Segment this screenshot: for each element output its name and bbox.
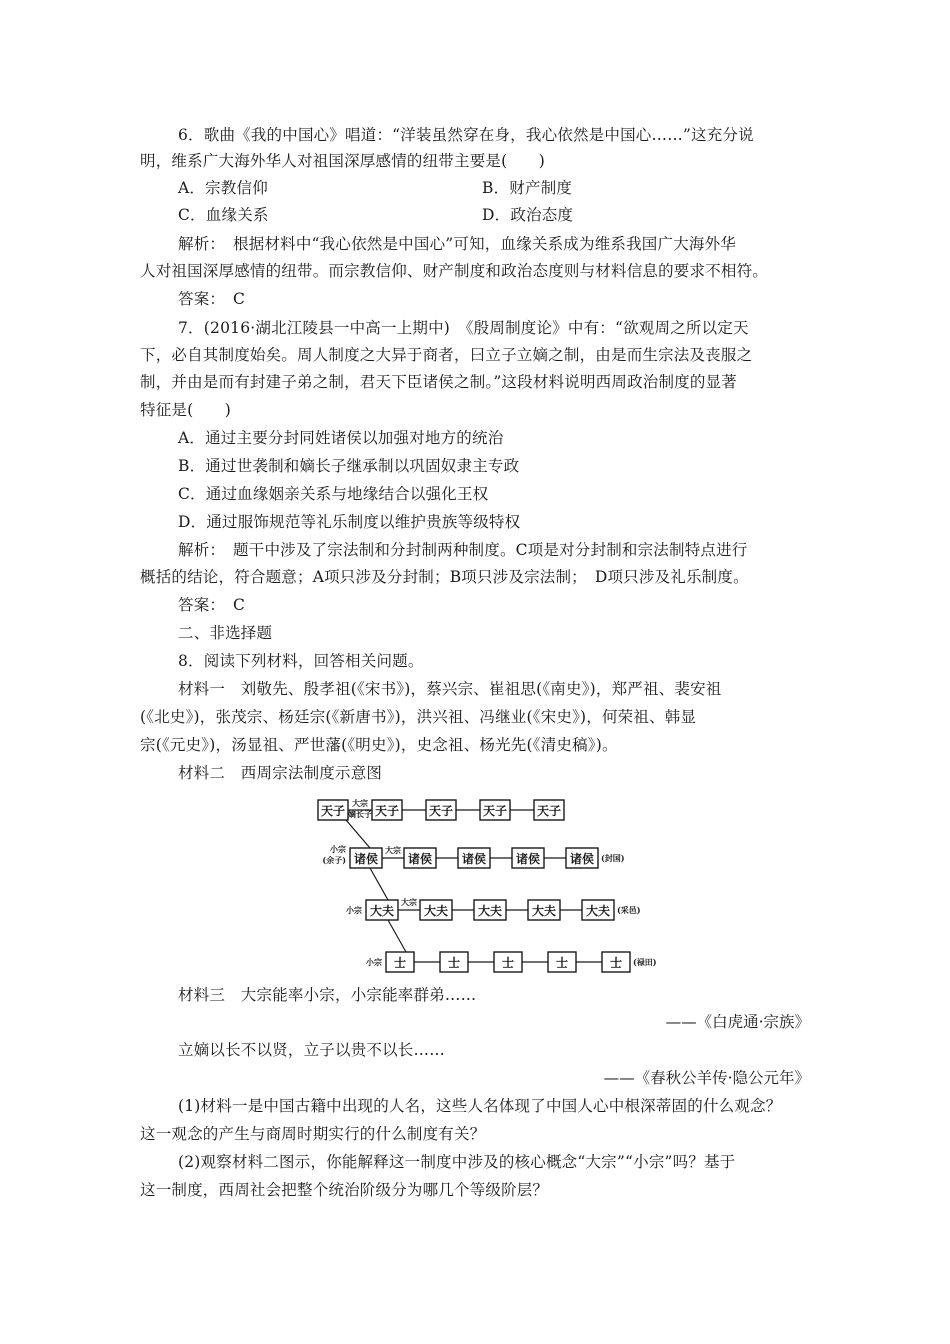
diagram-node-label: 天子 — [374, 804, 400, 818]
q6-analysis-line1: 解析： 根据材料中“我心依然是中国心”可知，血缘关系成为维系我国广大海外华 — [178, 235, 737, 253]
diagram-node-label: 天子 — [320, 804, 346, 818]
diagram-label-right: (禄田) — [633, 957, 657, 967]
diagram-label-dazong: 大宗 — [352, 798, 368, 808]
diagram-label-right: (采邑) — [617, 905, 641, 915]
q6-option-d: D．政治态度 — [482, 206, 574, 224]
q6-stem-line2: 明，维系广大海外华人对祖国深厚感情的纽带主要是( ) — [140, 152, 545, 170]
q7-option-d: D．通过服饰规范等礼乐制度以维护贵族等级特权 — [178, 513, 521, 531]
q6-answer: 答案： C — [178, 290, 246, 308]
diagram-node-label: 士 — [609, 956, 623, 970]
q8-stem: 8．阅读下列材料，回答相关问题。 — [178, 652, 424, 670]
diagram-node-label: 士 — [447, 956, 461, 970]
diagram-node-label: 天子 — [536, 804, 562, 818]
diagram-node-label: 士 — [501, 956, 515, 970]
diagram-label-xiaozong: 小宗 — [366, 957, 382, 967]
diagram-node-label: 大夫 — [585, 904, 611, 918]
q7-stem-line1: 7．(2016·湖北江陵县一中高一上期中) 《殷周制度论》中有：“欲观周之所以定天 — [178, 319, 749, 337]
diagram-node-label: 大夫 — [369, 904, 395, 918]
q7-analysis-line1: 解析： 题干中涉及了宗法制和分封制两种制度。C项是对分封制和宗法制特点进行 — [178, 541, 748, 559]
diagram-label-dazong: 大宗 — [401, 897, 417, 907]
diagram-label-dazong: 大宗 — [385, 845, 401, 855]
q8-sub1-line2: 这一观念的产生与商周时期实行的什么制度有关？ — [140, 1125, 486, 1143]
zongfa-diagram-svg — [310, 790, 657, 980]
diagram-label-xiaozong: 小宗 — [330, 844, 346, 854]
q6-stem-line1: 6．歌曲《我的中国心》唱道：“洋装虽然穿在身，我心依然是中国心……”这充分说 — [178, 126, 754, 144]
q8-material3-source1: ——《白虎通·宗族》 — [665, 1013, 810, 1031]
section-heading: 二、非选择题 — [178, 624, 273, 642]
diagram-label-right: (封国) — [601, 853, 625, 863]
diagram-node-label: 诸侯 — [569, 852, 595, 866]
q8-material1-line2: (《北史》)，张茂宗、杨廷宗(《新唐书》)，洪兴祖、冯继业(《宋史》)，何荣祖、韩显 — [140, 708, 697, 726]
q8-material3-line2: 立嫡以长不以贤，立子以贵不以长…… — [178, 1041, 445, 1059]
q8-material3-line1: 材料三 大宗能率小宗，小宗能率群弟…… — [178, 986, 477, 1004]
q8-material3-source2: ——《春秋公羊传·隐公元年》 — [603, 1069, 810, 1087]
diagram-node-label: 士 — [555, 956, 569, 970]
q7-analysis-line2: 概括的结论，符合题意；A项只涉及分封制；B项只涉及宗法制； D项只涉及礼乐制度。 — [140, 568, 749, 586]
diagram-node-label: 天子 — [428, 804, 454, 818]
q8-sub2-line2: 这一制度，西周社会把整个统治阶级分为哪几个等级阶层？ — [140, 1181, 549, 1199]
q7-answer: 答案： C — [178, 596, 246, 614]
diagram-node-label: 诸侯 — [515, 852, 541, 866]
diagram-node-label: 大夫 — [477, 904, 503, 918]
diagram-node-label: 天子 — [482, 804, 508, 818]
q8-sub1-line1: (1)材料一是中国古籍中出现的人名，这些人名体现了中国人心中根深蒂固的什么观念？ — [178, 1097, 782, 1115]
q7-stem-line2: 下，必自其制度始矣。周人制度之大异于商者，曰立子立嫡之制，由是而生宗法及丧服之 — [140, 346, 753, 364]
diagram-node-label: 大夫 — [423, 904, 449, 918]
diagram-label-xiaozong: 小宗 — [346, 905, 362, 915]
diagram-label-yuzi: (余子) — [322, 855, 346, 865]
q8-material1-line3: 宗(《元史》)，汤显祖、严世藩(《明史》)，史念祖、杨光先(《清史稿》)。 — [140, 736, 618, 754]
diagram-node-label: 大夫 — [531, 904, 557, 918]
diagram-node-label: 诸侯 — [353, 852, 379, 866]
q6-analysis-line2: 人对祖国深厚感情的纽带。而宗教信仰、财产制度和政治态度则与材料信息的要求不相符。 — [140, 262, 769, 280]
diagram-node-label: 诸侯 — [407, 852, 433, 866]
diagram-label-dizhangzi: 嫡长子 — [348, 809, 372, 819]
q6-option-c: C．血缘关系 — [178, 206, 269, 224]
q7-stem-line3: 制，并由是而有封建子弟之制，君天下臣诸侯之制。”这段材料说明西周政治制度的显著 — [140, 373, 737, 391]
q7-option-a: A．通过主要分封同姓诸侯以加强对地方的统治 — [178, 429, 504, 447]
q8-material2-title: 材料二 西周宗法制度示意图 — [178, 764, 383, 782]
q7-stem-line4: 特征是( ) — [140, 401, 231, 419]
q6-option-a: A．宗教信仰 — [178, 179, 268, 197]
q7-option-b: B．通过世袭制和嫡长子继承制以巩固奴隶主专政 — [178, 457, 520, 475]
q6-option-b: B．财产制度 — [482, 179, 573, 197]
q8-sub2-line1: (2)观察材料二图示，你能解释这一制度中涉及的核心概念“大宗”“小宗”吗？基于 — [178, 1153, 736, 1171]
q7-option-c: C．通过血缘姻亲关系与地缘结合以强化王权 — [178, 485, 489, 503]
q8-material1-line1: 材料一 刘敬先、殷孝祖(《宋书》)，蔡兴宗、崔祖思(《南史》)，郑严祖、裴安祖 — [178, 680, 722, 698]
zongfa-diagram — [310, 790, 657, 980]
diagram-node-label: 士 — [393, 956, 407, 970]
diagram-node-label: 诸侯 — [461, 852, 487, 866]
